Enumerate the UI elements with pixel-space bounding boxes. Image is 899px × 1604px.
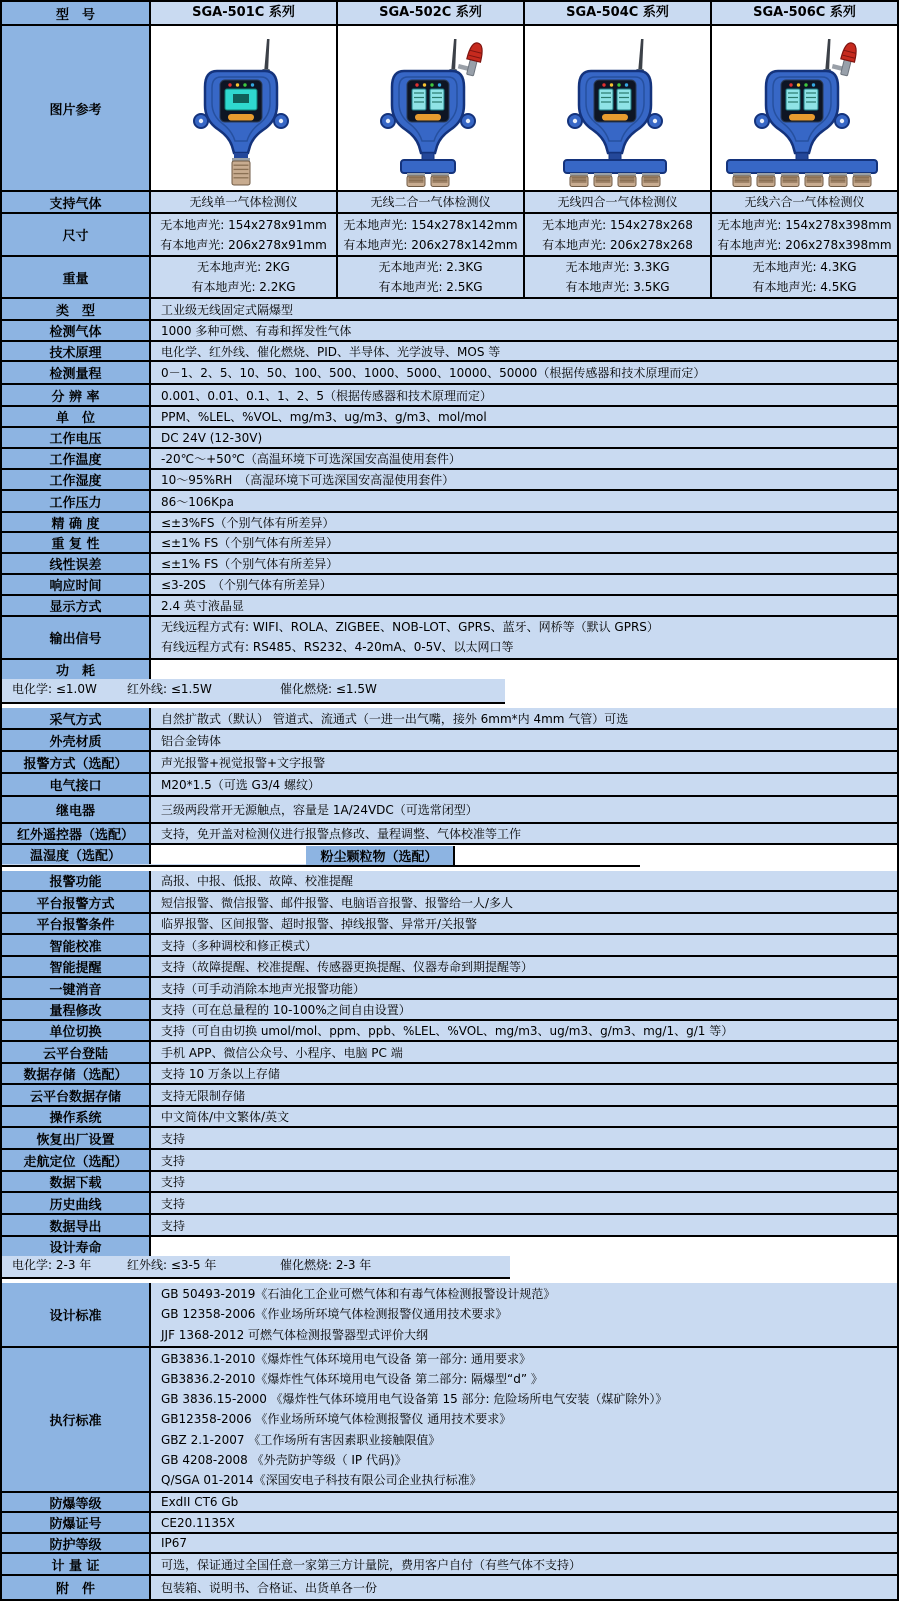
spec-row-design-standard (2, 1283, 897, 1348)
spec-row-execution-standard (2, 1348, 897, 1493)
row-label-detect-gas: 检测气体 (2, 321, 151, 340)
spec-row-history-curve (2, 1193, 897, 1215)
row-value-text: 支持 (161, 1218, 186, 1233)
cell-line: 无本地声光: 4.3KG (752, 260, 857, 274)
spec-row-protection-grade (2, 1534, 897, 1554)
row-label-os: 操作系统 (2, 1107, 151, 1126)
row-value-history-curve (151, 1193, 897, 1213)
row-value-segment (127, 699, 280, 704)
row-value-cloud-storage (151, 1085, 897, 1105)
cell-line: 无本地声光: 154x278x268 (542, 217, 693, 232)
spec-row-design-life (2, 1237, 510, 1279)
row-value-line (12, 1256, 510, 1275)
row-label-protection-grade: 防护等级 (2, 1534, 151, 1552)
row-value-metrology-cert (151, 1554, 897, 1574)
row-value-temp-humidity (2, 864, 306, 867)
spec-row-size (2, 214, 897, 257)
cell-line: 有本地声光: 206x278x268 (542, 237, 693, 252)
cell-weight-2 (525, 257, 712, 297)
spec-row-work-humidity (2, 470, 897, 491)
row-value-design-life (2, 1256, 510, 1279)
row-label-smart-calibration: 智能校准 (2, 935, 151, 955)
row-value-line: GB3836.1-2010《爆炸性气体环境用电气设备 第一部分: 通用要求》 (161, 1352, 532, 1366)
row-label-platform-alarm-mode: 平台报警方式 (2, 892, 151, 912)
model-header-model-1: SGA-502C 系列 (338, 2, 525, 24)
row-value-design-standard (151, 1283, 897, 1346)
gas-detector-4in1-image (525, 26, 712, 190)
row-label-range-modify: 量程修改 (2, 1000, 151, 1019)
row-value-factory-reset (151, 1128, 897, 1148)
row-value-segment: 催化燃烧: ≤1.5W (280, 682, 377, 696)
row-value-line: GBZ 2.1-2007 《工作场所有害因素职业接触限值》 (161, 1432, 441, 1447)
row-value-line (12, 864, 306, 867)
row-label-unit: 单 位 (2, 407, 151, 426)
spec-row-data-storage (2, 1064, 897, 1085)
spec-row-cloud-storage (2, 1085, 897, 1107)
spec-row-work-pressure (2, 491, 897, 513)
row-label-temp-humidity: 温湿度（选配） (2, 845, 151, 864)
row-value-text: 1000 多种可燃、有毒和挥发性气体 (161, 324, 352, 338)
row-value-detect-gas (151, 321, 897, 340)
row-value-text: 支持 (161, 1131, 186, 1146)
cell-weight-0 (151, 257, 338, 297)
cell-supported-gas-0: 无线单一气体检测仪 (151, 192, 338, 212)
row-value-segment (12, 1275, 127, 1279)
row-label-power-consumption: 功 耗 (2, 660, 151, 679)
row-value-text: 支持（可手动消除本地声光报警功能） (161, 981, 366, 996)
row-label-execution-standard: 执行标准 (2, 1348, 151, 1491)
row-label-image-reference: 图片参考 (2, 26, 151, 190)
cell-supported-gas-3: 无线六合一气体检测仪 (712, 192, 897, 212)
row-value-text: M20*1.5（可选 G3/4 螺纹） (161, 778, 320, 792)
row-value-repeatability (151, 533, 897, 552)
row-value-line: 无线远程方式有: WIFI、ROLA、ZIGBEE、NOB-LOT、GPRS、蓝牙、网桥等（默认 GPRS） (161, 620, 659, 634)
cell-weight-1 (338, 257, 525, 297)
spec-row-relay (2, 797, 897, 824)
row-label-unit-switch: 单位切换 (2, 1021, 151, 1040)
row-value-principle (151, 342, 897, 360)
cell-line: 有本地声光: 4.5KG (752, 280, 857, 294)
row-label-output-signal: 输出信号 (2, 617, 151, 658)
row-value-text: ≤±1% FS（个别气体有所差异） (161, 536, 339, 550)
row-value-segment (316, 865, 519, 867)
row-label-design-life: 设计寿命 (2, 1237, 151, 1256)
spec-row-sampling (2, 708, 897, 730)
row-value-text: 支持（可在总量程的 10-100%之间自由设置） (161, 1003, 411, 1017)
spec-row-resolution (2, 385, 897, 407)
row-value-ex-proof-grade (151, 1493, 897, 1511)
row-value-text: 临界报警、区间报警、超时报警、掉线报警、异常开/关报警 (161, 917, 478, 931)
row-label-resolution: 分 辨 率 (2, 385, 151, 405)
row-value-work-humidity (151, 470, 897, 489)
row-value-segment (280, 1275, 429, 1279)
spec-row-unit-switch (2, 1021, 897, 1042)
row-value-data-download (151, 1172, 897, 1191)
model-header-model-2: SGA-504C 系列 (525, 2, 712, 24)
row-value-text: 支持（可自由切换 umol/mol、ppm、ppb、%LEL、%VOL、mg/m3、ug/m3、g/m3、mg/1、g/1 等） (161, 1024, 734, 1038)
row-value-nav-positioning (151, 1150, 897, 1170)
row-label-nav-positioning: 走航定位（选配） (2, 1150, 151, 1170)
row-value-text: 包装箱、说明书、合格证、出货单各一份 (161, 1581, 378, 1595)
row-value-type (151, 299, 897, 319)
row-label-response-time: 响应时间 (2, 575, 151, 594)
spec-row-unit (2, 407, 897, 428)
spec-row-data-download (2, 1172, 897, 1193)
row-value-text: 手机 APP、微信公众号、小程序、电脑 PC 端 (161, 1045, 403, 1060)
row-value-electrical-interface (151, 774, 897, 795)
spec-row-image-reference (2, 26, 897, 192)
row-label-sampling: 采气方式 (2, 708, 151, 728)
spec-row-model (2, 2, 897, 26)
row-label-metrology-cert: 计 量 证 (2, 1554, 151, 1574)
spec-row-output-signal (2, 617, 897, 660)
row-value-text: 工业级无线固定式隔爆型 (161, 302, 294, 317)
gas-detector-single-sensor-image (151, 26, 338, 190)
cell-line: 无本地声光: 154x278x142mm (343, 217, 518, 232)
row-label-supported-gas: 支持气体 (2, 192, 151, 212)
row-label-data-storage: 数据存储（选配） (2, 1064, 151, 1083)
row-label-factory-reset: 恢复出厂设置 (2, 1128, 151, 1148)
row-label-work-humidity: 工作湿度 (2, 470, 151, 489)
row-value-text: ≤3-20S （个别气体有所差异） (161, 578, 332, 592)
row-label-cloud-login: 云平台登陆 (2, 1042, 151, 1062)
row-label-design-standard: 设计标准 (2, 1283, 151, 1346)
row-label-electrical-interface: 电气接口 (2, 774, 151, 795)
row-value-text: 中文简体/中文繁体/英文 (161, 1110, 290, 1124)
row-value-text: 自然扩散式（默认） 管道式、流通式（一进一出气嘴，接外 6mm*内 4mm 气管）可选 (161, 711, 629, 726)
row-value-range (151, 362, 897, 383)
row-value-segment (12, 864, 162, 867)
row-label-smart-reminder: 智能提醒 (2, 957, 151, 976)
row-value-cloud-login (151, 1042, 897, 1062)
spec-row-dust-particles (306, 846, 641, 867)
spec-row-linearity (2, 554, 897, 575)
row-value-text: 支持无限制存储 (161, 1088, 246, 1103)
spec-row-electrical-interface (2, 774, 897, 797)
spec-row-power-consumption (2, 660, 505, 704)
row-value-linearity (151, 554, 897, 573)
spec-row-response-time (2, 575, 897, 596)
row-value-platform-alarm-condition (151, 914, 897, 933)
model-header-model-3: SGA-506C 系列 (712, 2, 897, 24)
row-label-range: 检测量程 (2, 362, 151, 383)
row-value-text: IP67 (161, 1536, 188, 1550)
row-label-ir-remote: 红外遥控器（选配） (2, 824, 151, 843)
row-value-text: 铝合金铸体 (161, 733, 222, 748)
row-value-segment (280, 699, 429, 704)
spec-row-one-key-mute (2, 978, 897, 1000)
row-value-segment (429, 1275, 510, 1279)
spec-row-smart-calibration (2, 935, 897, 957)
row-value-unit (151, 407, 897, 426)
row-value-line (12, 1275, 510, 1279)
gas-detector-6in1-with-beacon-image (712, 26, 897, 190)
row-label-voltage: 工作电压 (2, 428, 151, 447)
spec-row-smart-reminder (2, 957, 897, 978)
spec-row-ex-proof-cert (2, 1513, 897, 1534)
row-value-text: ExdII CT6 Gb (161, 1495, 239, 1509)
row-value-text: 支持 (161, 1153, 186, 1168)
row-value-line (12, 699, 505, 704)
row-label-accessories: 附 件 (2, 1576, 151, 1599)
row-value-power-consumption (2, 679, 505, 704)
row-label-one-key-mute: 一键消音 (2, 978, 151, 998)
row-value-unit-switch (151, 1021, 897, 1040)
row-value-text: ≤±3%FS（个别气体有所差异） (161, 515, 335, 530)
row-value-voltage (151, 428, 897, 447)
row-value-ex-proof-cert (151, 1513, 897, 1532)
row-value-text: 可选，保证通过全国任意一家第三方计量院，费用客户自付（有些气体不支持） (161, 1557, 582, 1572)
spec-row-repeatability (2, 533, 897, 554)
row-label-dust-particles: 粉尘颗粒物（选配） (306, 846, 455, 865)
row-label-ex-proof-cert: 防爆证号 (2, 1513, 151, 1532)
row-value-shell-material (151, 730, 897, 750)
row-label-accuracy: 精 确 度 (2, 513, 151, 531)
cell-size-3 (712, 214, 897, 255)
row-value-text: 支持 10 万条以上存储 (161, 1067, 280, 1081)
cell-size-1 (338, 214, 525, 255)
row-value-text: 支持 (161, 1196, 186, 1211)
row-label-platform-alarm-condition: 平台报警条件 (2, 914, 151, 933)
row-value-ir-remote (151, 824, 897, 843)
spec-row-principle (2, 342, 897, 362)
cell-line: 无本地声光: 2.3KG (378, 260, 483, 274)
row-value-text: 声光报警+视觉报警+文字报警 (161, 755, 326, 770)
row-value-response-time (151, 575, 897, 594)
row-value-one-key-mute (151, 978, 897, 998)
row-label-work-pressure: 工作压力 (2, 491, 151, 511)
row-value-text: 电化学、红外线、催化燃烧、PID、半导体、光学波导、MOS 等 (161, 344, 501, 359)
row-label-cloud-storage: 云平台数据存储 (2, 1085, 151, 1105)
spec-row-display (2, 596, 897, 617)
cell-line: 有本地声光: 2.5KG (378, 280, 483, 294)
row-label-weight: 重量 (2, 257, 151, 297)
row-value-text: 86～106Kpa (161, 494, 235, 509)
row-value-text: 短信报警、微信报警、邮件报警、电脑语音报警、报警给一人/多人 (161, 895, 514, 910)
row-value-accessories (151, 1576, 897, 1599)
row-value-text: 支持 (161, 1175, 186, 1189)
row-value-text: 0－1、2、5、10、50、100、500、1000、5000、10000、50000（根据传感器和技术原理而定） (161, 366, 706, 380)
cell-line: 有本地声光: 206x278x91mm (160, 237, 327, 252)
row-value-dust-particles (306, 865, 641, 867)
row-value-alarm-function (151, 871, 897, 890)
row-value-work-pressure (151, 491, 897, 511)
cell-line: 有本地声光: 206x278x142mm (343, 237, 518, 252)
cell-line: 有本地声光: 2.2KG (191, 280, 296, 294)
cell-line: 无本地声光: 3.3KG (565, 260, 670, 274)
row-value-line: JJF 1368-2012 可燃气体检测报警器型式评价大纲 (161, 1327, 429, 1342)
row-value-segment (127, 1275, 280, 1279)
spec-row-range (2, 362, 897, 385)
row-label-repeatability: 重 复 性 (2, 533, 151, 552)
row-value-text: 支持（故障提醒、校准提醒、传感器更换提醒、仪器寿命到期提醒等） (161, 960, 534, 974)
row-label-model: 型 号 (2, 2, 151, 24)
row-value-segment: 电化学: 2-3 年 (12, 1258, 92, 1272)
cell-supported-gas-1: 无线二合一气体检测仪 (338, 192, 525, 212)
row-value-text: 10～95%RH （高湿环境下可选深国安高湿使用套件） (161, 473, 455, 487)
row-value-text: DC 24V (12-30V) (161, 430, 263, 445)
row-value-data-storage (151, 1064, 897, 1083)
spec-row-detect-gas (2, 321, 897, 342)
row-value-line (316, 865, 641, 867)
row-value-smart-calibration (151, 935, 897, 955)
row-value-line: GB 3836.15-2000 《爆炸性气体环境用电气设备第 15 部分: 危险场所电气安装（煤矿除外）》 (161, 1392, 668, 1407)
row-value-text: 高报、中报、低报、故障、校准提醒 (161, 874, 354, 888)
spec-row-metrology-cert (2, 1554, 897, 1576)
spec-row-os (2, 1107, 897, 1128)
row-value-execution-standard (151, 1348, 897, 1491)
row-label-shell-material: 外壳材质 (2, 730, 151, 750)
spec-row-accessories (2, 1576, 897, 1599)
row-label-alarm-mode: 报警方式（选配） (2, 752, 151, 772)
spec-row-cloud-login (2, 1042, 897, 1064)
row-value-text: 2.4 英寸液晶显 (161, 599, 244, 613)
cell-line: 无本地声光: 2KG (197, 260, 290, 274)
row-value-segment (162, 864, 306, 867)
row-value-os (151, 1107, 897, 1126)
row-label-data-export: 数据导出 (2, 1215, 151, 1235)
cell-line: 有本地声光: 206x278x398mm (717, 237, 892, 252)
row-value-segment: 电化学: ≤1.0W (12, 682, 97, 696)
row-value-output-signal (151, 617, 897, 658)
row-value-text: 三级两段常开无源触点，容量是 1A/24VDC（可选常闭型） (161, 803, 478, 817)
row-value-text: ≤±1% FS（个别气体有所差异） (161, 557, 339, 571)
spec-row-alarm-function (2, 871, 897, 892)
cell-supported-gas-2: 无线四合一气体检测仪 (525, 192, 712, 212)
row-label-work-temp: 工作温度 (2, 449, 151, 468)
row-value-line: GB3836.2-2010《爆炸性气体环境用电气设备 第二部分: 隔爆型“d” 》 (161, 1372, 543, 1387)
row-value-segment (12, 699, 127, 704)
row-value-segment: 红外线: ≤3-5 年 (127, 1258, 217, 1272)
row-value-platform-alarm-mode (151, 892, 897, 912)
row-value-line: GB 4208-2008 《外壳防护等级（ IP 代码)》 (161, 1452, 407, 1467)
row-value-segment (429, 699, 505, 704)
row-label-history-curve: 历史曲线 (2, 1193, 151, 1213)
row-label-data-download: 数据下载 (2, 1172, 151, 1191)
model-header-model-0: SGA-501C 系列 (151, 2, 338, 24)
spec-row-nav-positioning (2, 1150, 897, 1172)
row-value-protection-grade (151, 1534, 897, 1552)
spec-row-shell-material (2, 730, 897, 752)
row-value-alarm-mode (151, 752, 897, 772)
spec-row-type (2, 299, 897, 321)
spec-row-platform-alarm-mode (2, 892, 897, 914)
spec-row-weight (2, 257, 897, 299)
gas-detector-2in1-with-beacon-image (338, 26, 525, 190)
row-value-accuracy (151, 513, 897, 531)
spec-row-accuracy (2, 513, 897, 533)
row-label-linearity: 线性误差 (2, 554, 151, 573)
spec-row-work-temp (2, 449, 897, 470)
row-value-segment: 催化燃烧: 2-3 年 (280, 1258, 372, 1272)
spec-row-alarm-mode (2, 752, 897, 774)
row-value-text: CE20.1135X (161, 1515, 235, 1530)
row-value-line: Q/SGA 01-2014《深国安电子科技有限公司企业执行标准》 (161, 1472, 482, 1487)
spec-row-voltage (2, 428, 897, 449)
row-value-text: -20℃～+50℃（高温环境下可选深国安高温使用套件） (161, 452, 461, 466)
cell-weight-3 (712, 257, 897, 297)
cell-line: 无本地声光: 154x278x398mm (717, 217, 892, 232)
row-value-text: 支持，免开盖对检测仪进行报警点修改、量程调整、气体校准等工作 (161, 827, 522, 841)
row-value-line (12, 679, 505, 699)
row-value-line: GB 12358-2006《作业场所环境气体检测报警仪通用技术要求》 (161, 1307, 508, 1322)
cell-size-0 (151, 214, 338, 255)
cell-line: 无本地声光: 154x278x91mm (160, 217, 327, 232)
row-value-work-temp (151, 449, 897, 468)
cell-line: 有本地声光: 3.5KG (565, 280, 670, 294)
row-value-relay (151, 797, 897, 822)
spec-row-platform-alarm-condition (2, 914, 897, 935)
row-value-display (151, 596, 897, 615)
spec-row-range-modify (2, 1000, 897, 1021)
row-value-segment: 红外线: ≤1.5W (127, 682, 212, 696)
row-value-text: PPM、%LEL、%VOL、mg/m3、ug/m3、g/m3、mol/mol (161, 410, 487, 424)
spec-row-supported-gas (2, 192, 897, 214)
row-label-principle: 技术原理 (2, 342, 151, 360)
spec-row-temp-humidity (2, 845, 306, 867)
row-value-range-modify (151, 1000, 897, 1019)
row-value-resolution (151, 385, 897, 405)
row-label-relay: 继电器 (2, 797, 151, 822)
spec-row-factory-reset (2, 1128, 897, 1150)
row-value-line: 有线远程方式有: RS485、RS232、4-20mA、0-5V、以太网口等 (161, 639, 514, 654)
row-value-line: GB12358-2006 《作业场所环境气体检测报警仪 通用技术要求》 (161, 1412, 512, 1427)
row-value-sampling (151, 708, 897, 728)
row-label-display: 显示方式 (2, 596, 151, 615)
row-value-line: GB 50493-2019《石油化工企业可燃气体和有毒气体检测报警设计规范》 (161, 1287, 556, 1301)
row-value-text: 支持（多种调校和修正模式） (161, 938, 318, 953)
row-value-segment (519, 865, 641, 867)
row-value-text: 0.001、0.01、0.1、1、2、5（根据传感器和技术原理而定） (161, 388, 493, 403)
row-label-alarm-function: 报警功能 (2, 871, 151, 890)
row-label-ex-proof-grade: 防爆等级 (2, 1493, 151, 1511)
row-value-smart-reminder (151, 957, 897, 976)
spec-row-data-export (2, 1215, 897, 1237)
row-value-data-export (151, 1215, 897, 1235)
cell-size-2 (525, 214, 712, 255)
row-label-type: 类 型 (2, 299, 151, 319)
row-label-size: 尺寸 (2, 214, 151, 255)
spec-row-ir-remote (2, 824, 897, 845)
spec-row-ex-proof-grade (2, 1493, 897, 1513)
